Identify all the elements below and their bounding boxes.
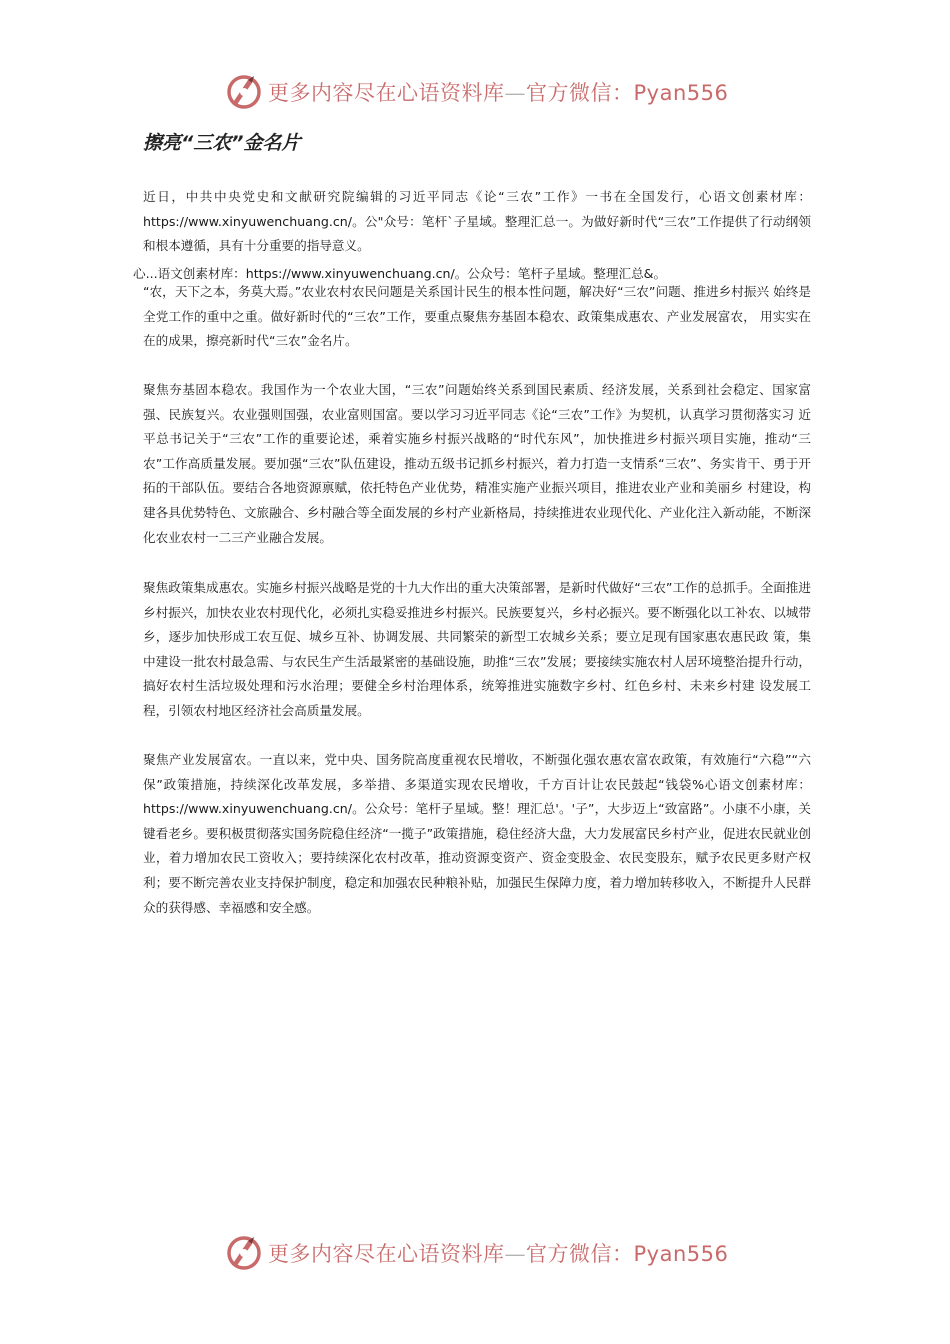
paragraph-lead: “农，天下之本，务莫大焉。”农业农村农民问题是关系国计民生的根本性问题，解决好“三农”问题、推进乡村振兴 始终是全党工作的重中之重。做好新时代的“三农”工作，要重点聚焦夯基固本稳农、政策集成惠农、产业发展富农， 用实实在在的成果，擦亮新时代“三农”金名片。: [143, 284, 811, 349]
watermark-text: 更多内容尽在心语资料库—官方微信：Pyan556: [268, 1242, 729, 1266]
watermark-text: 更多内容尽在心语资料库—官方微信：Pyan556: [268, 81, 729, 105]
paragraph-industry: 聚焦产业发展富农。一直以来，党中央、国务院高度重视农民增收，不断强化强农惠农富农政策，有效施行“六稳”“六保”政策措施，持续深化改革发展，多举措、多渠道实现农民增收，千方百计让农民鼓起“钱袋%心语文创素材库：https://www.xinyuwenchuang.cn/。公众号：笔杆子星域。整！理汇总'。'子”，大步迈上“致富路”。小康不小康，关键看老乡。要积极贯彻落实国务院稳住经济“一揽子”政策措施，稳住经济大盘，大力发展富民乡村产业，促进农民就业创业，着力增加农民工资收入；要持续深化农村改革，推动资源变资产、资金变股金、农民变股东，赋予农民更多财产权利；要不断完善农业支持保护制度，稳定和加强农民种粮补贴，加强民生保障力度，着力增加转移收入，不断提升人民群众的获得感、幸福感和安全感。: [143, 752, 811, 915]
page-title: 擦亮“三农”金名片: [143, 132, 301, 154]
brand-logo-icon: [226, 1235, 262, 1271]
paragraph-intro: 近日，中共中央党史和文献研究院编辑的习近平同志《论“三农”工作》一书在全国发行，心语文创素材库：https://www.xinyuwenchuang.cn/。公"众号：笔杆`子星域。整理汇总一。为做好新时代“三农”工作提供了行动纲领和根本遵循，具有十分重要的指导意义。: [143, 189, 811, 254]
paragraph-stabilize: 聚焦夯基固本稳农。我国作为一个农业大国，“三农”问题始终关系到国民素质、经济发展，关系到社会稳定、国家富 强、民族复兴。农业强则国强，农业富则国富。要以学习习近平同志《论“三农”工作》为契机，认真学习贯彻落实习 近平总书记关于“三农”工作的重要论述，乘着实施乡村振兴战略的“时代东风”，加快推进乡村振兴项目实施，推动“三农”工作高质量发展。要加强“三农”队伍建设，推动五级书记抓乡村振兴，着力打造一支情系“三农”、务实肯干、勇于开拓的干部队伍。要结合各地资源禀赋，依托特色产业优势，精准实施产业振兴项目，推进农业产业和美丽乡 村建设，构建各具优势特色、文旅融合、乡村融合等全面发展的乡村产业新格局，持续推进农业现代化、产业化注入新动能，不断深化农业农村一二三产业融合发展。: [143, 382, 811, 545]
paragraph-policy: 聚焦政策集成惠农。实施乡村振兴战略是党的十九大作出的重大决策部署，是新时代做好“三农”工作的总抓手。全面推进乡村振兴，加快农业农村现代化，必须扎实稳妥推进乡村振兴。民族要复兴，乡村必振兴。要不断强化以工补农、以城带乡，逐步加快形成工农互促、城乡互补、协调发展、共同繁荣的新型工农城乡关系；要立足现有国家惠农惠民政 策，集中建设一批农村最急需、与农民生产生活最紧密的基础设施，助推“三农”发展；要接续实施农村人居环境整治提升行动，搞好农村生活垃圾处理和污水治理；要健全乡村治理体系，统筹推进实施数字乡村、红色乡村、未来乡村建 设发展工程，引领农村地区经济社会高质量发展。: [143, 580, 811, 718]
watermark-banner-bottom: [226, 1233, 728, 1273]
watermark-banner-top: [226, 72, 728, 112]
brand-logo-icon: [226, 74, 262, 110]
paragraph-stray-line: 心...语文创素材库：https://www.xinyuwenchuang.cn/。公众号：笔杆子星域。整理汇总&。: [133, 266, 667, 281]
